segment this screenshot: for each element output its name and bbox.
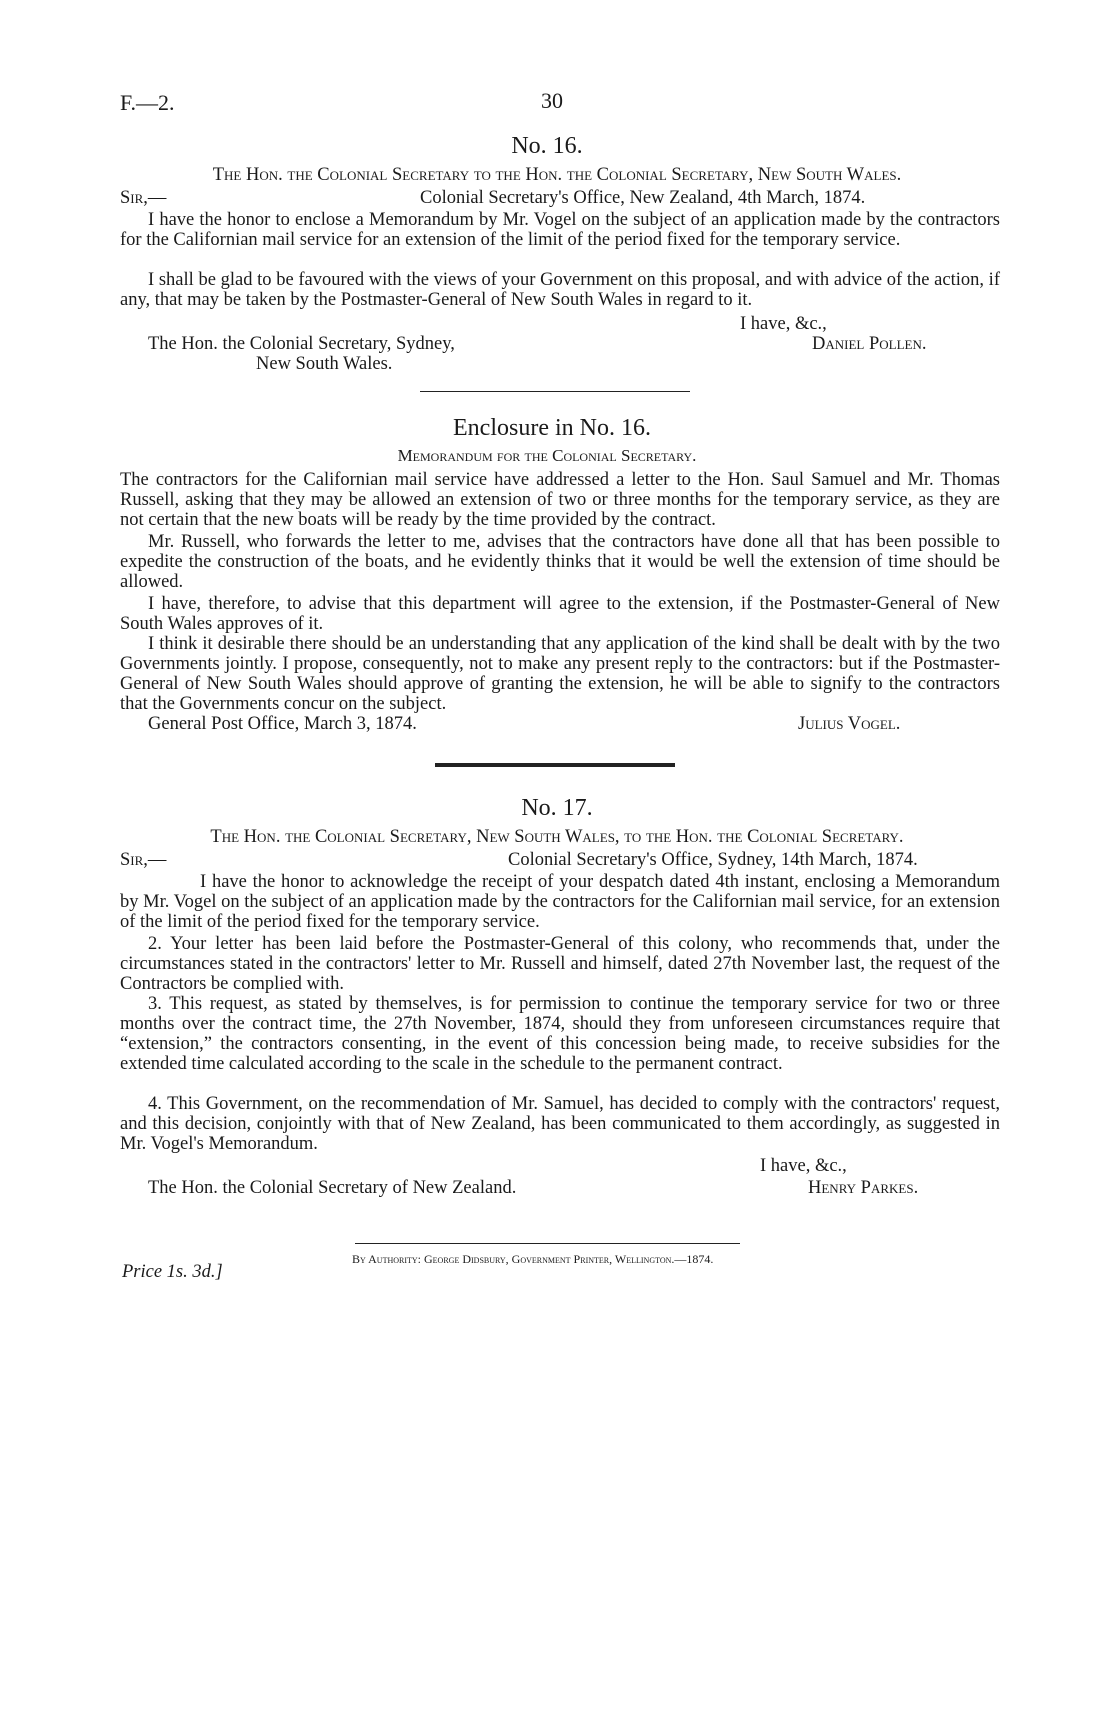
no17-paragraph-1: I have the honor to acknowledge the receipt of your despatch dated 4th instant, enclosing a Memorandum by Mr. Vogel on the subject of an application made by the contractors for the Californian mail service, for an extension of the limit of the period fixed for the temporary service. [120,872,1000,932]
enclosure-place-date: General Post Office, March 3, 1874. [148,714,417,734]
enclosure-paragraph-4: I think it desirable there should be an understanding that any application of the kind shall be dealt with by the two Governments jointly. I propose, consequently, not to make any present reply to the contractors: but if the Postmaster-General of New South Wales should approve of granting the extension, he will be able to signify to the contractors that the Governments concur on the subject. [120,634,1000,714]
enclosure-title: Enclosure in No. 16. [453,415,651,441]
no17-paragraph-3: 3. This request, as stated by themselves, is for permission to continue the temporary service for two or three months over the contract time, the 27th November, 1874, should they from unforeseen circumstances require that “extension,” the contractors consenting, in the event of this concession being made, to receive subsidies for the extended time calculated according to the scale in the schedule to the permanent contract. [120,994,1000,1074]
no17-salutation: Sir,— [120,850,167,870]
enclosure-paragraph-3: I have, therefore, to advise that this department will agree to the extension, if the Postmaster-General of New South Wales approves of it. [120,594,1000,634]
no17-dateline: Colonial Secretary's Office, Sydney, 14th March, 1874. [508,850,918,870]
price: Price 1s. 3d.] [122,1262,223,1282]
printer-imprint: By Authority: George Didsbury, Government Printer, Wellington.—1874. [352,1252,714,1266]
no17-title: No. 17. [521,795,593,821]
no17-recipient-line: The Hon. the Colonial Secretary of New Zealand. [148,1178,517,1198]
enclosure-subtitle: Memorandum for the Colonial Secretary. [397,446,697,465]
no16-salutation: Sir,— [120,188,167,208]
no16-recipient-line-2: New South Wales. [256,354,393,374]
no17-signature: Henry Parkes. [808,1178,919,1198]
no16-title: No. 16. [511,133,583,159]
section-divider-2 [435,763,675,767]
enclosure-paragraph-2: Mr. Russell, who forwards the letter to me, advises that the contractors have done all that has been possible to expedite the construction of the boats, and he evidently thinks that it would be well the extension of time should be allowed. [120,532,1000,592]
page-number: 30 [541,88,563,113]
no16-dateline: Colonial Secretary's Office, New Zealand, 4th March, 1874. [420,188,866,208]
no16-recipient-line-1: The Hon. the Colonial Secretary, Sydney, [148,334,455,354]
no16-signature: Daniel Pollen. [812,334,927,354]
no17-closing: I have, &c., [760,1156,847,1176]
no16-closing: I have, &c., [740,314,827,334]
imprint-rule [355,1243,740,1244]
enclosure-signature: Julius Vogel. [798,714,901,734]
series-reference: F.—2. [120,90,175,115]
no16-paragraph-1: I have the honor to enclose a Memorandum by Mr. Vogel on the subject of an application made by the contractors for the Californian mail service for an extension of the limit of the period fixed for the temporary service. [120,210,1000,250]
enclosure-paragraph-1: The contractors for the Californian mail service have addressed a letter to the Hon. Saul Samuel and Mr. Thomas Russell, asking that they may be allowed an extension of two or three months for the temporary service, as they are not certain that the new boats will be ready by the time provided by the contract. [120,470,1000,530]
no16-address-line: The Hon. the Colonial Secretary to the Hon. the Colonial Secretary, New South Wales. [212,165,902,185]
no17-paragraph-2: 2. Your letter has been laid before the Postmaster-General of this colony, who recommends that, under the circumstances stated in the contractors' letter to Mr. Russell and himself, dated 27th November last, the request of the Contractors be complied with. [120,934,1000,994]
no17-address-line: The Hon. the Colonial Secretary, New South Wales, to the Hon. the Colonial Secretary. [210,827,904,847]
no16-paragraph-2: I shall be glad to be favoured with the views of your Government on this proposal, and with advice of the action, if any, that may be taken by the Postmaster-General of New South Wales in regard to it. [120,270,1000,310]
no17-paragraph-4: 4. This Government, on the recommendation of Mr. Samuel, has decided to comply with the contractors' request, and this decision, conjointly with that of New Zealand, has been communicated to them accordingly, as suggested in Mr. Vogel's Memorandum. [120,1094,1000,1154]
section-divider-1 [420,391,690,392]
